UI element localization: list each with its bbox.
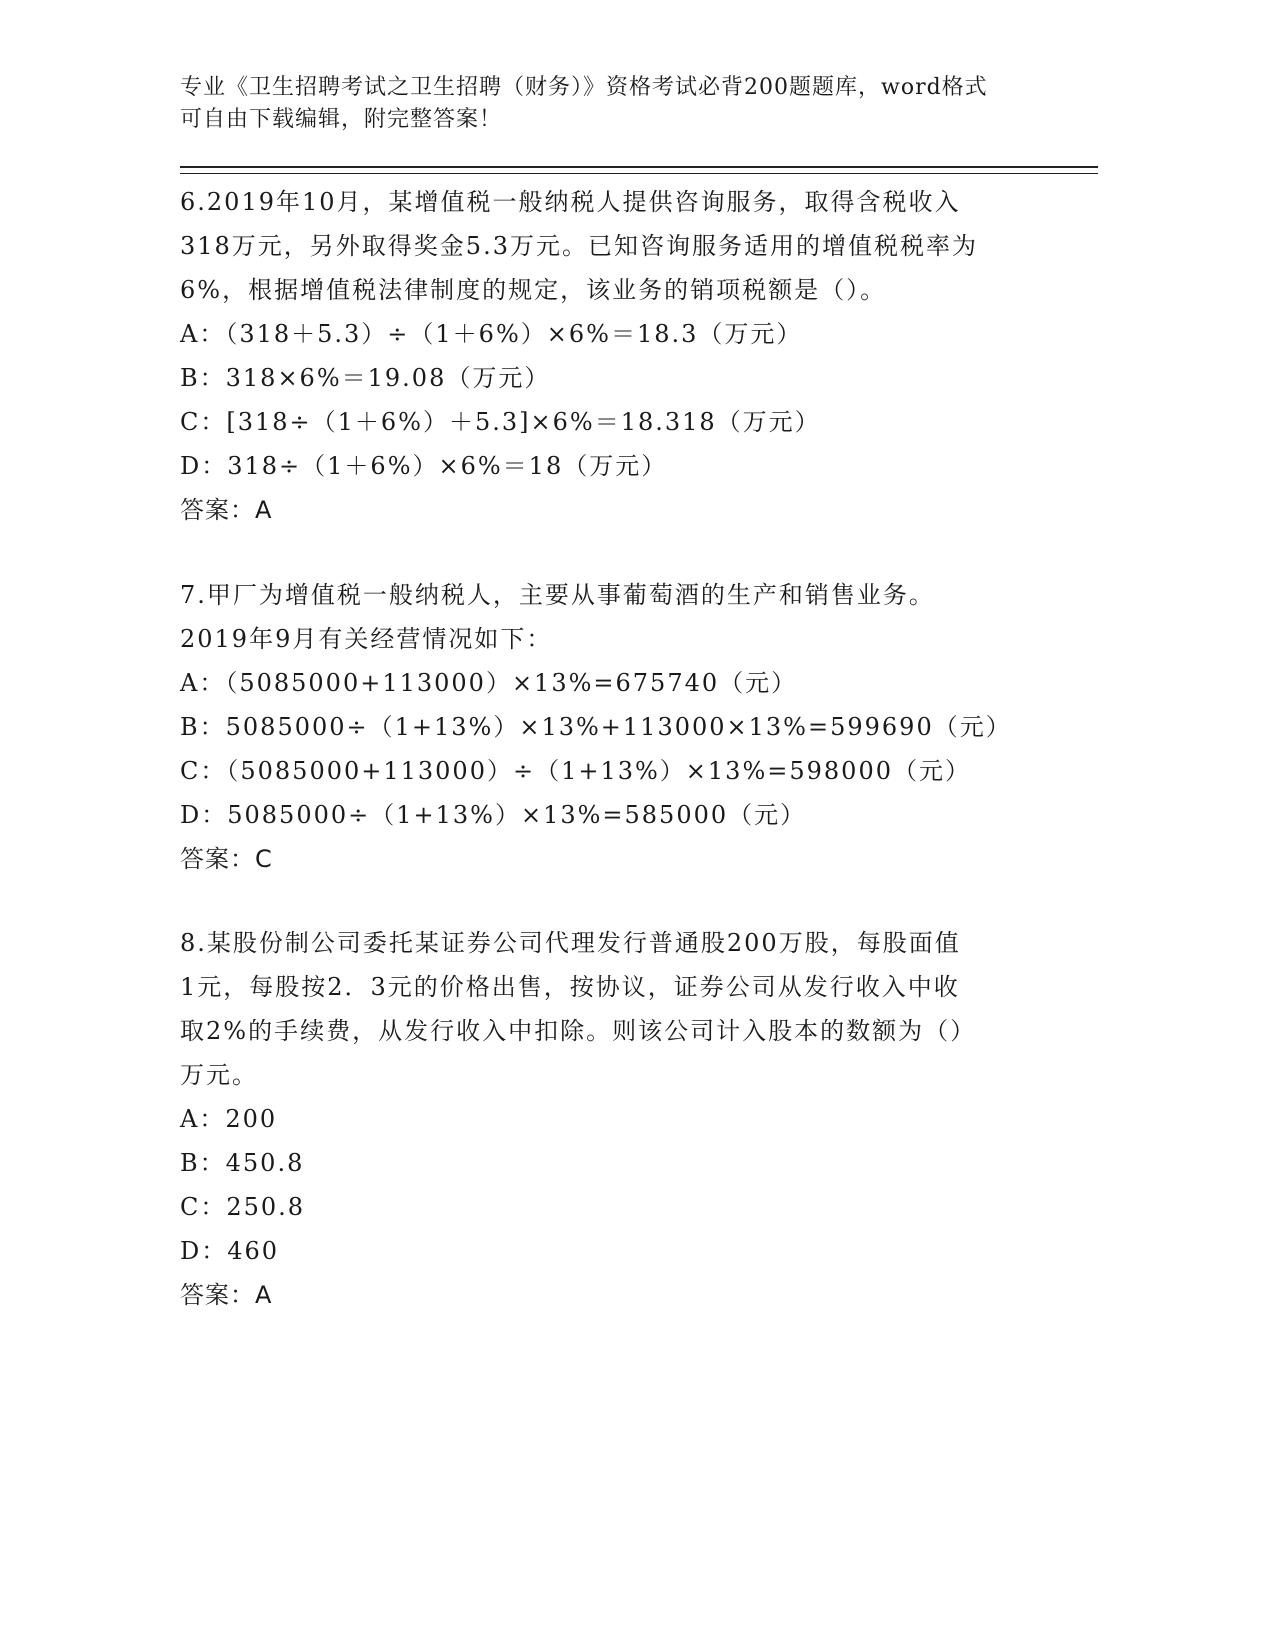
option-a: A：200	[180, 1105, 278, 1133]
option-a: A：（5085000+113000）×13%=675740（元）	[180, 669, 798, 697]
question-7	[180, 573, 1060, 881]
option-a: A：（318＋5.3）÷（1＋6%）×6%＝18.3（万元）	[180, 320, 803, 348]
question-stem: 318万元，另外取得奖金5.3万元。已知咨询服务适用的增值税税率为	[180, 232, 978, 260]
question-stem: 万元。	[180, 1061, 258, 1089]
question-stem: 6.2019年10月，某增值税一般纳税人提供咨询服务，取得含税收入	[180, 188, 961, 216]
question-stem: 8.某股份制公司委托某证券公司代理发行普通股200万股，每股面值	[180, 929, 961, 957]
option-c: C：（5085000+113000）÷（1+13%）×13%=598000（元）	[180, 757, 971, 785]
question-stem: 2019年9月有关经营情况如下：	[180, 625, 553, 653]
answer: 答案：A	[180, 1281, 273, 1309]
option-d: D：460	[180, 1237, 280, 1265]
question-8	[180, 921, 1060, 1317]
question-stem: 7.甲厂为增值税一般纳税人，主要从事葡萄酒的生产和销售业务。	[180, 581, 935, 609]
option-b: B：318×6%＝19.08（万元）	[180, 364, 551, 392]
option-c: C：[318÷（1＋6%）＋5.3]×6%＝18.318（万元）	[180, 408, 821, 436]
option-d: D：5085000÷（1+13%）×13%=585000（元）	[180, 801, 807, 829]
question-stem: 取2%的手续费，从发行收入中扣除。则该公司计入股本的数额为（）	[180, 1017, 977, 1045]
answer: 答案：C	[180, 845, 273, 873]
option-d: D：318÷（1＋6%）×6%＝18（万元）	[180, 452, 668, 480]
header-line-2: 可自由下载编辑，附完整答案！	[180, 107, 503, 132]
question-stem: 1元，每股按2．3元的价格出售，按协议，证券公司从发行收入中收	[180, 973, 960, 1001]
option-b: B：5085000÷（1+13%）×13%+113000×13%=599690（元）	[180, 713, 1012, 741]
option-b: B：450.8	[180, 1149, 305, 1177]
question-stem: 6%，根据增值税法律制度的规定，该业务的销项税额是（）。	[180, 276, 887, 304]
option-c: C：250.8	[180, 1193, 306, 1221]
question-6	[180, 180, 1060, 532]
answer: 答案：A	[180, 496, 273, 524]
header-line-1: 专业《卫生招聘考试之卫生招聘（财务）》资格考试必背200题题库，word格式	[180, 75, 988, 100]
header-divider	[180, 166, 1098, 174]
document-header	[180, 72, 1080, 136]
